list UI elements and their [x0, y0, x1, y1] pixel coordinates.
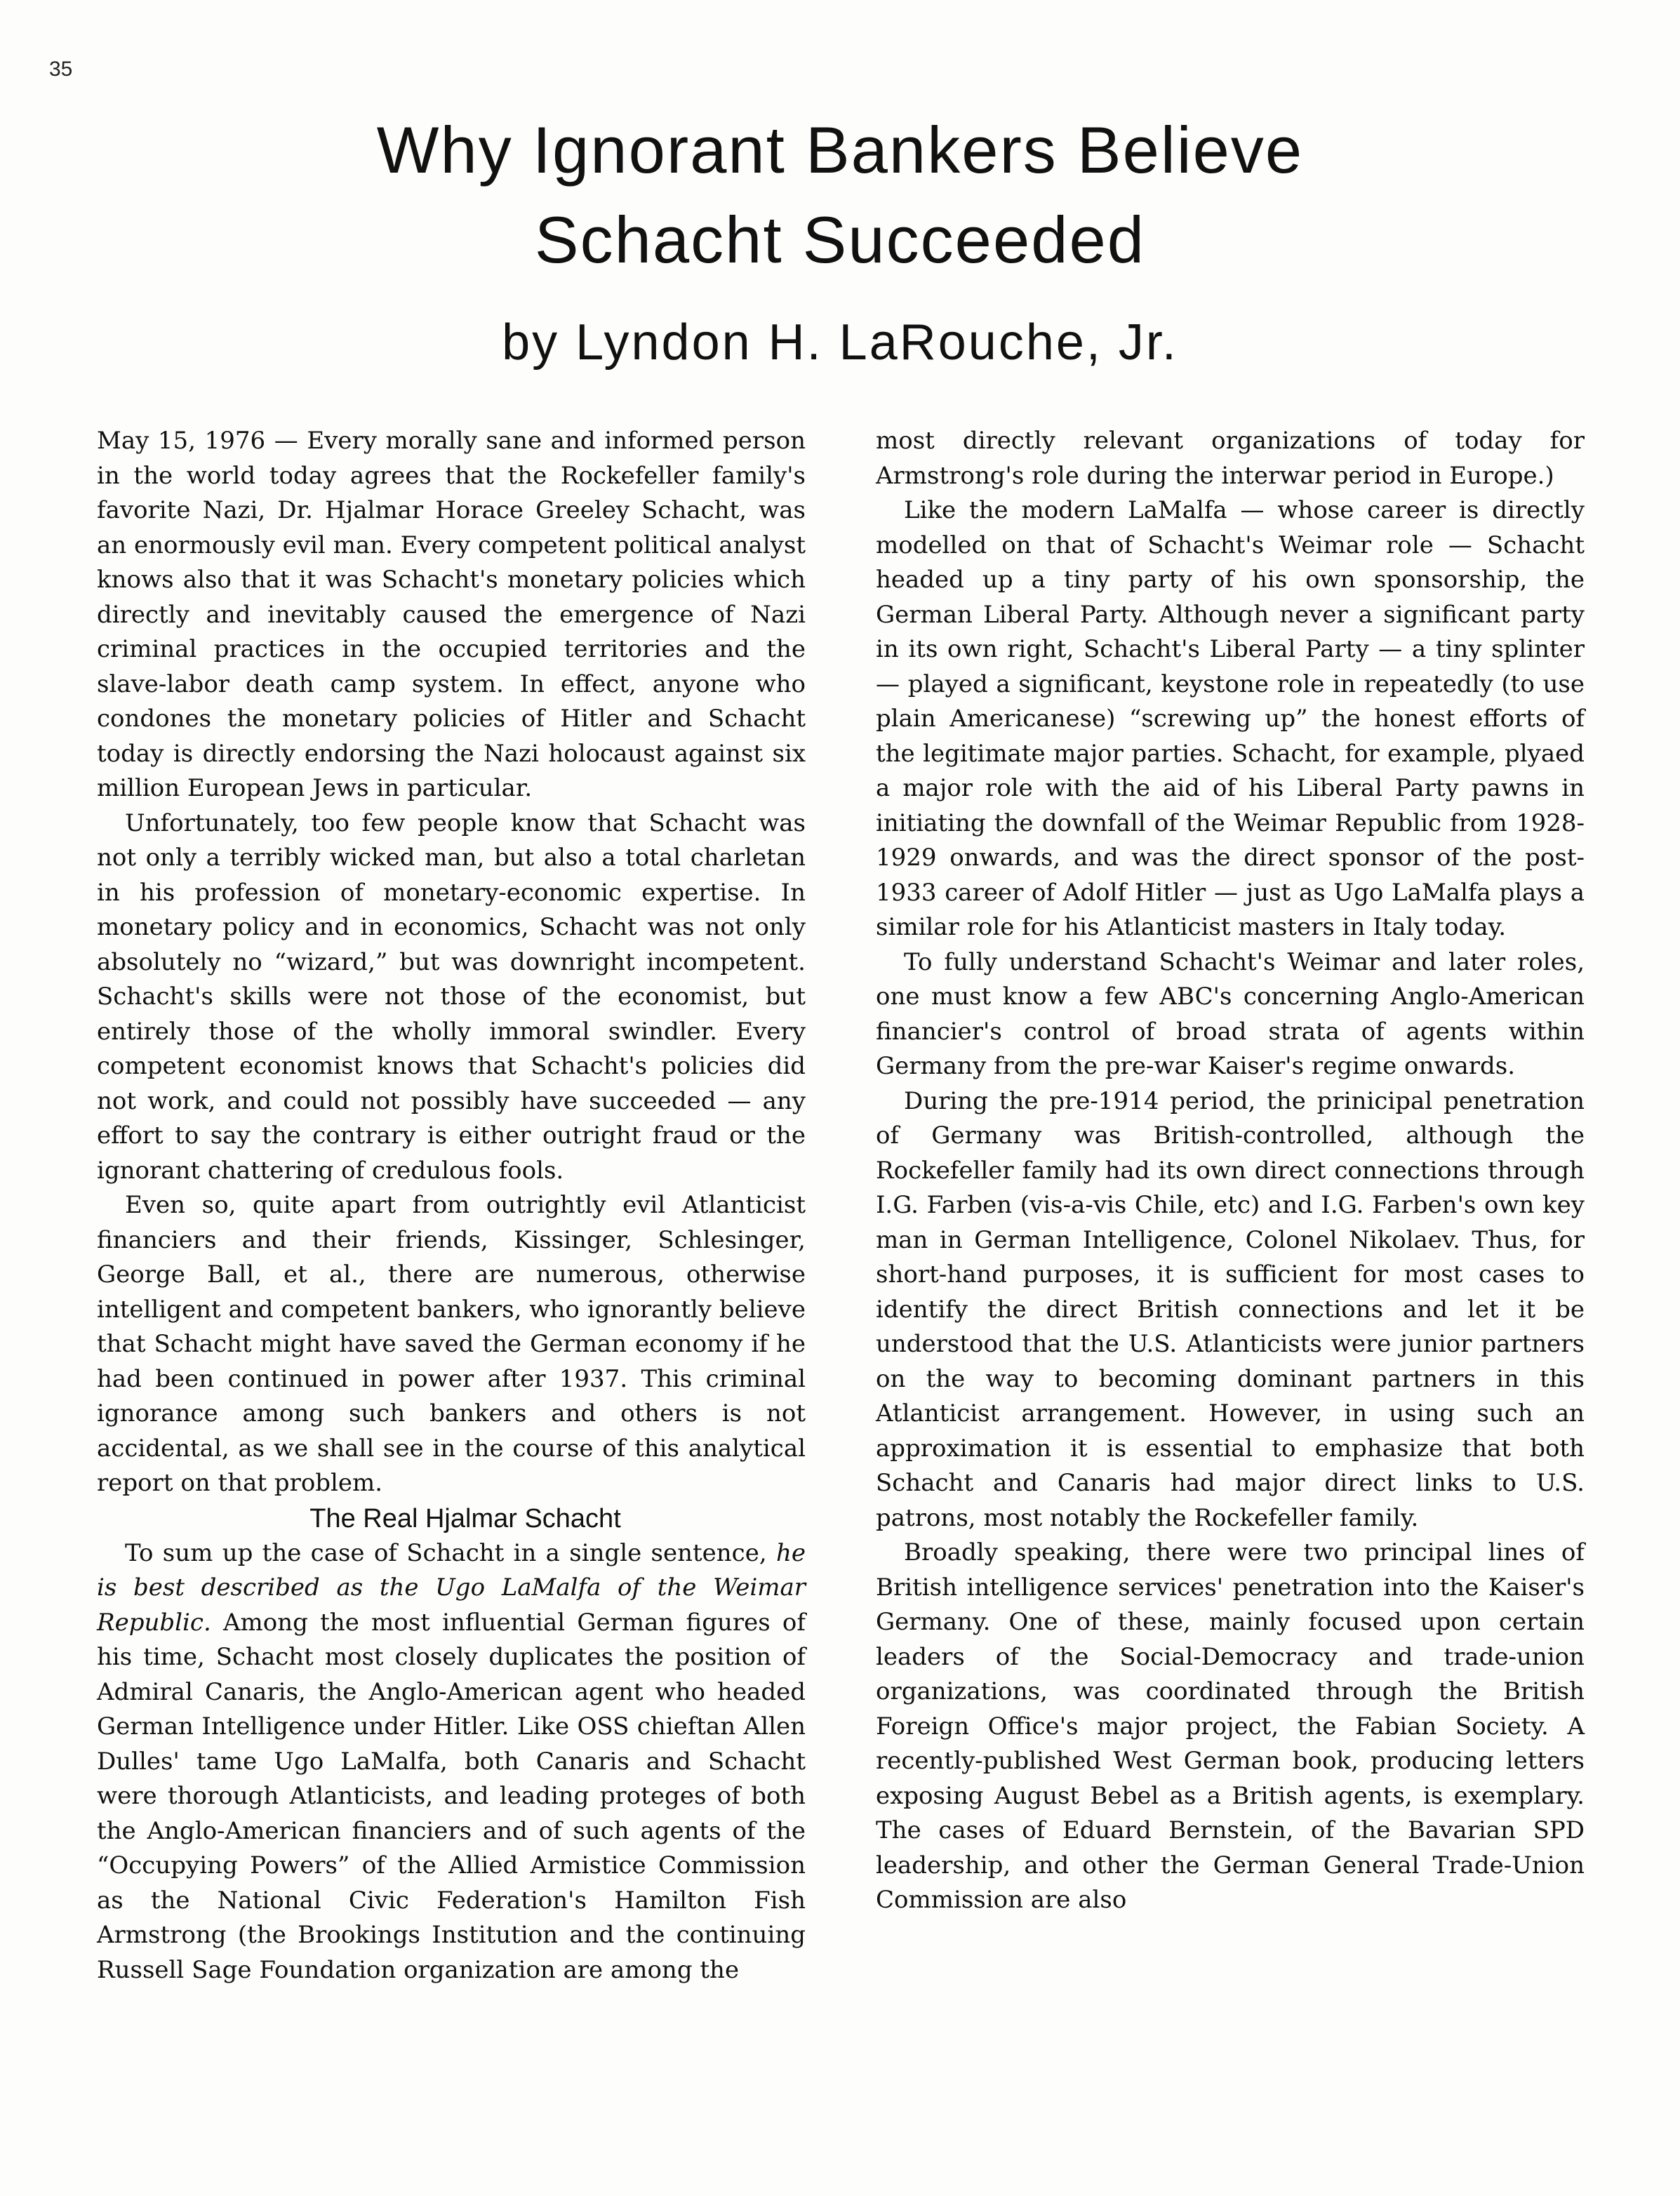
- title-line-2: Schacht Succeeded: [534, 203, 1146, 277]
- left-column: [97, 424, 806, 1988]
- paragraph: May 15, 1976 — Every morally sane and informed person in the world today agrees that the Rockefeller family's favorite Nazi, Dr. Hjalmar Horace Greeley Schacht, was an enormously evil man. Every competent political analyst knows also that it was Schacht's monetary policies which directly and inevitably caused the emergence of Nazi criminal practices in the occupied territories and the slave-labor death camp system. In effect, anyone who condones the monetary policies of Hitler and Schacht today is directly endorsing the Nazi holocaust against six million European Jews in particular.: [97, 427, 806, 802]
- paragraph: Unfortunately, too few people know that Schacht was not only a terribly wicked man, but also a total charletan in his profession of monetary-economic expertise. In monetary policy and in economics, Schacht was not only absolutely no “wizard,” but was downright incompetent. Schacht's skills were not those of the economist, but entirely those of the wholly immoral swindler. Every competent economist knows that Schacht's policies did not work, and could not possibly have succeeded — any effort to say the contrary is either outright fraud or the ignorant chattering of credulous fools.: [97, 808, 806, 1185]
- title-line-1: Why Ignorant Bankers Believe: [376, 113, 1304, 187]
- paragraph: To fully understand Schacht's Weimar and later roles, one must know a few ABC's concerning Anglo-American financier's control of broad strata of agents within Germany from the pre-war Kaiser's regime onwards.: [876, 947, 1585, 1080]
- right-column: [876, 424, 1585, 1918]
- paragraph: Like the modern LaMalfa — whose career is directly modelled on that of Schacht's Weimar role — Schacht headed up a tiny party of his own sponsorship, the German Liberal Party. Although never a significant party in its own right, Schacht's Liberal Party — a tiny splinter — played a significant, keystone role in repeatedly (to use plain Americanese) “screwing up” the honest efforts of the legitimate major parties. Schacht, for example, plyaed a major role with the aid of his Liberal Party pawns in initiating the downfall of the Weimar Republic from 1928-1929 onwards, and was the direct sponsor of the post-1933 career of Adolf Hitler — just as Ugo LaMalfa plays a similar role for his Atlanticist masters in Italy today.: [876, 496, 1585, 941]
- paragraph: Broadly speaking, there were two principal lines of British intelligence services' penetration into the Kaiser's Germany. One of these, mainly focused upon certain leaders of the Social-Democracy and trade-union organizations, was coordinated through the British Foreign Office's major project, the Fabian Society. A recently-published West German book, producing letters exposing August Bebel as a British agents, is exemplary. The cases of Eduard Bernstein, of the Bavarian SPD leadership, and other the German General Trade-Union Commission are also: [876, 1538, 1585, 1914]
- paragraph: most directly relevant organizations of today for Armstrong's role during the interwar period in Europe.): [876, 427, 1585, 490]
- paragraph: During the pre-1914 period, the prinicipal penetration of Germany was British-controlled, although the Rockefeller family had its own direct connections through I.G. Farben (vis-a-vis Chile, etc) and I.G. Farben's own key man in German Intelligence, Colonel Nikolaev. Thus, for short-hand purposes, it is sufficient for most cases to identify the direct British connections and let it be understood that the U.S. Atlanticists were junior partners on the way to becoming dominant partners in this Atlanticist arrangement. However, in using such an approximation it is essential to emphasize that both Schacht and Canaris had major direct links to U.S. patrons, most notably the Rockefeller family.: [876, 1086, 1585, 1532]
- page-number: 35: [49, 58, 73, 81]
- paragraph-text: To sum up the case of Schacht in a single sentence,: [125, 1538, 776, 1567]
- section-subhead: The Real Hjalmar Schacht: [309, 1503, 621, 1533]
- paragraph: [97, 1536, 806, 1988]
- emphasis-text: he is best described as the Ugo LaMalfa of the Weimar Republic.: [97, 1538, 806, 1637]
- article-byline: by Lyndon H. LaRouche, Jr.: [502, 314, 1178, 371]
- paragraph: Even so, quite apart from outrightly evil Atlanticist financiers and their friends, Kissinger, Schlesinger, George Ball, et al., there are numerous, otherwise intelligent and competent bankers, who ignorantly believe that Schacht might have saved the German economy if he had been continued in power after 1937. This criminal ignorance among such bankers and others is not accidental, as we shall see in the course of this analytical report on that problem.: [97, 1191, 806, 1497]
- article-title: [0, 105, 1680, 285]
- paragraph-text: Among the most influential German figures of his time, Schacht most closely duplicates the position of Admiral Canaris, the Anglo-American agent who headed German Intelligence under Hitler. Like OSS chieftan Allen Dulles' tame Ugo LaMalfa, both Canaris and Schacht were thorough Atlanticists, and leading proteges of both the Anglo-American financiers and of such agents of the “Occupying Powers” of the Allied Armistice Commission as the National Civic Federation's Hamilton Fish Armstrong (the Brookings Institution and the continuing Russell Sage Foundation organization are among the: [97, 1608, 806, 1984]
